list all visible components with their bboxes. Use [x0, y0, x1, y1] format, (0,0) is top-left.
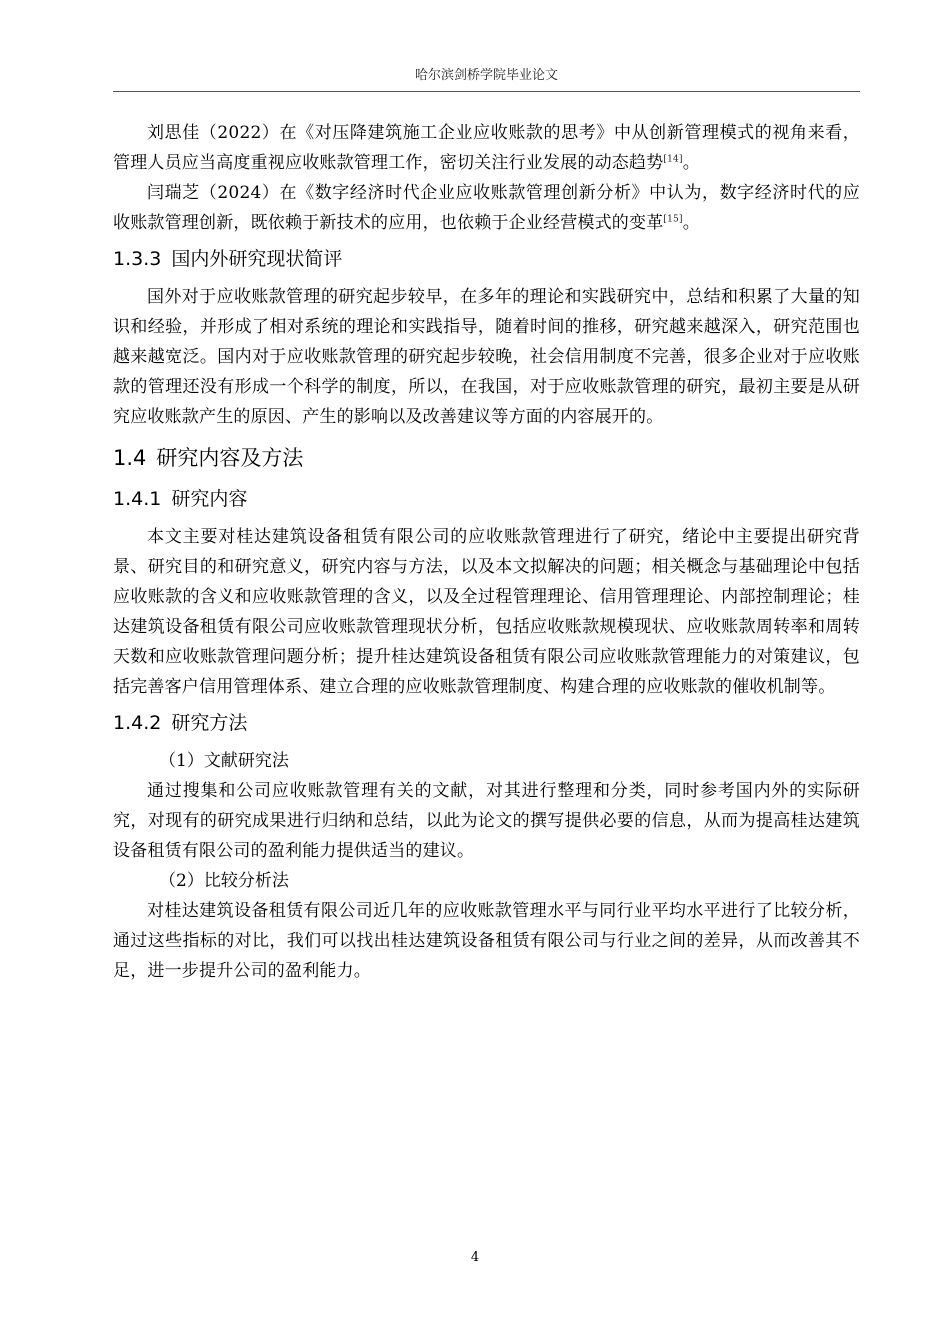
citation-15: [15] [663, 214, 683, 225]
section-number: 1.3.3 [113, 248, 162, 270]
section-heading-1-4-2 [113, 708, 860, 738]
paragraph-research-content: 本文主要对桂达建筑设备租赁有限公司的应收账款管理进行了研究，绪论中主要提出研究背景、研究目的和研究意义，研究内容与方法，以及本文拟解决的问题；相关概念与基础理论中包括应收账款的含义和应收账款管理的含义，以及全过程管理理论、信用管理理论、内部控制理论；桂达建筑设备租赁有限公司应收账款管理现状分析，包括应收账款规模现状、应收账款周转率和周转天数和应收账款管理问题分析；提升桂达建筑设备租赁有限公司应收账款管理能力的对策建议，包括完善客户信用管理体系、建立合理的应收账款管理制度、构建合理的应收账款的催收机制等。 [113, 527, 860, 697]
page-body [113, 118, 860, 986]
page-header [113, 64, 860, 92]
paragraph-liu-sijia [113, 118, 860, 178]
method-label-comparison: （2）比较分析法 [159, 871, 289, 891]
section-heading-1-3-3 [113, 244, 860, 274]
header-title: 哈尔滨剑桥学院毕业论文 [414, 68, 558, 83]
section-heading-1-4 [113, 442, 860, 474]
paragraph-end: 。 [682, 153, 700, 173]
paragraph-yan-ruizhi [113, 178, 860, 238]
paragraph-review: 国外对于应收账款管理的研究起步较早，在多年的理论和实践研究中，总结和积累了大量的知识和经验，并形成了相对系统的理论和实践指导，随着时间的推移，研究越来越深入，研究范围也越来越宽泛。国内对于应收账款管理的研究起步较晚，社会信用制度不完善，很多企业对于应收账款的管理还没有形成一个科学的制度，所以，在我国，对于应收账款管理的研究，最初主要是从研究应收账款产生的原因、产生的影响以及改善建议等方面的内容展开的。 [113, 287, 860, 427]
page-number: 4 [470, 1250, 480, 1265]
paragraph-text: 闫瑞芝（2024）在《数字经济时代企业应收账款管理创新分析》中认为，数字经济时代的应收账款管理创新，既依赖于新技术的应用，也依赖于企业经营模式的变革 [113, 183, 860, 233]
section-title: 研究内容及方法 [156, 446, 304, 470]
paragraph-literature-method: 通过搜集和公司应收账款管理有关的文献，对其进行整理和分类，同时参考国内外的实际研究，对现有的研究成果进行归纳和总结，以此为论文的撰写提供必要的信息，从而为提高桂达建筑设备租赁有限公司的盈利能力提供适当的建议。 [113, 781, 860, 861]
citation-14: [14] [663, 154, 683, 165]
section-number: 1.4 [113, 446, 147, 470]
paragraph-end: 。 [682, 213, 700, 233]
section-title: 研究内容 [171, 488, 248, 510]
section-heading-1-4-1 [113, 484, 860, 514]
section-number: 1.4.1 [113, 488, 162, 510]
paragraph-comparison-method: 对桂达建筑设备租赁有限公司近几年的应收账款管理水平与同行业平均水平进行了比较分析，通过这些指标的对比，我们可以找出桂达建筑设备租赁有限公司与行业之间的差异，从而改善其不足，进一步提升公司的盈利能力。 [113, 901, 860, 981]
section-title: 研究方法 [171, 712, 248, 734]
section-title: 国内外研究现状简评 [171, 248, 343, 270]
method-label-literature: （1）文献研究法 [159, 751, 289, 771]
paragraph-text: 刘思佳（2022）在《对压降建筑施工企业应收账款的思考》中从创新管理模式的视角来看，管理人员应当高度重视应收账款管理工作，密切关注行业发展的动态趋势 [113, 123, 860, 173]
section-number: 1.4.2 [113, 712, 162, 734]
